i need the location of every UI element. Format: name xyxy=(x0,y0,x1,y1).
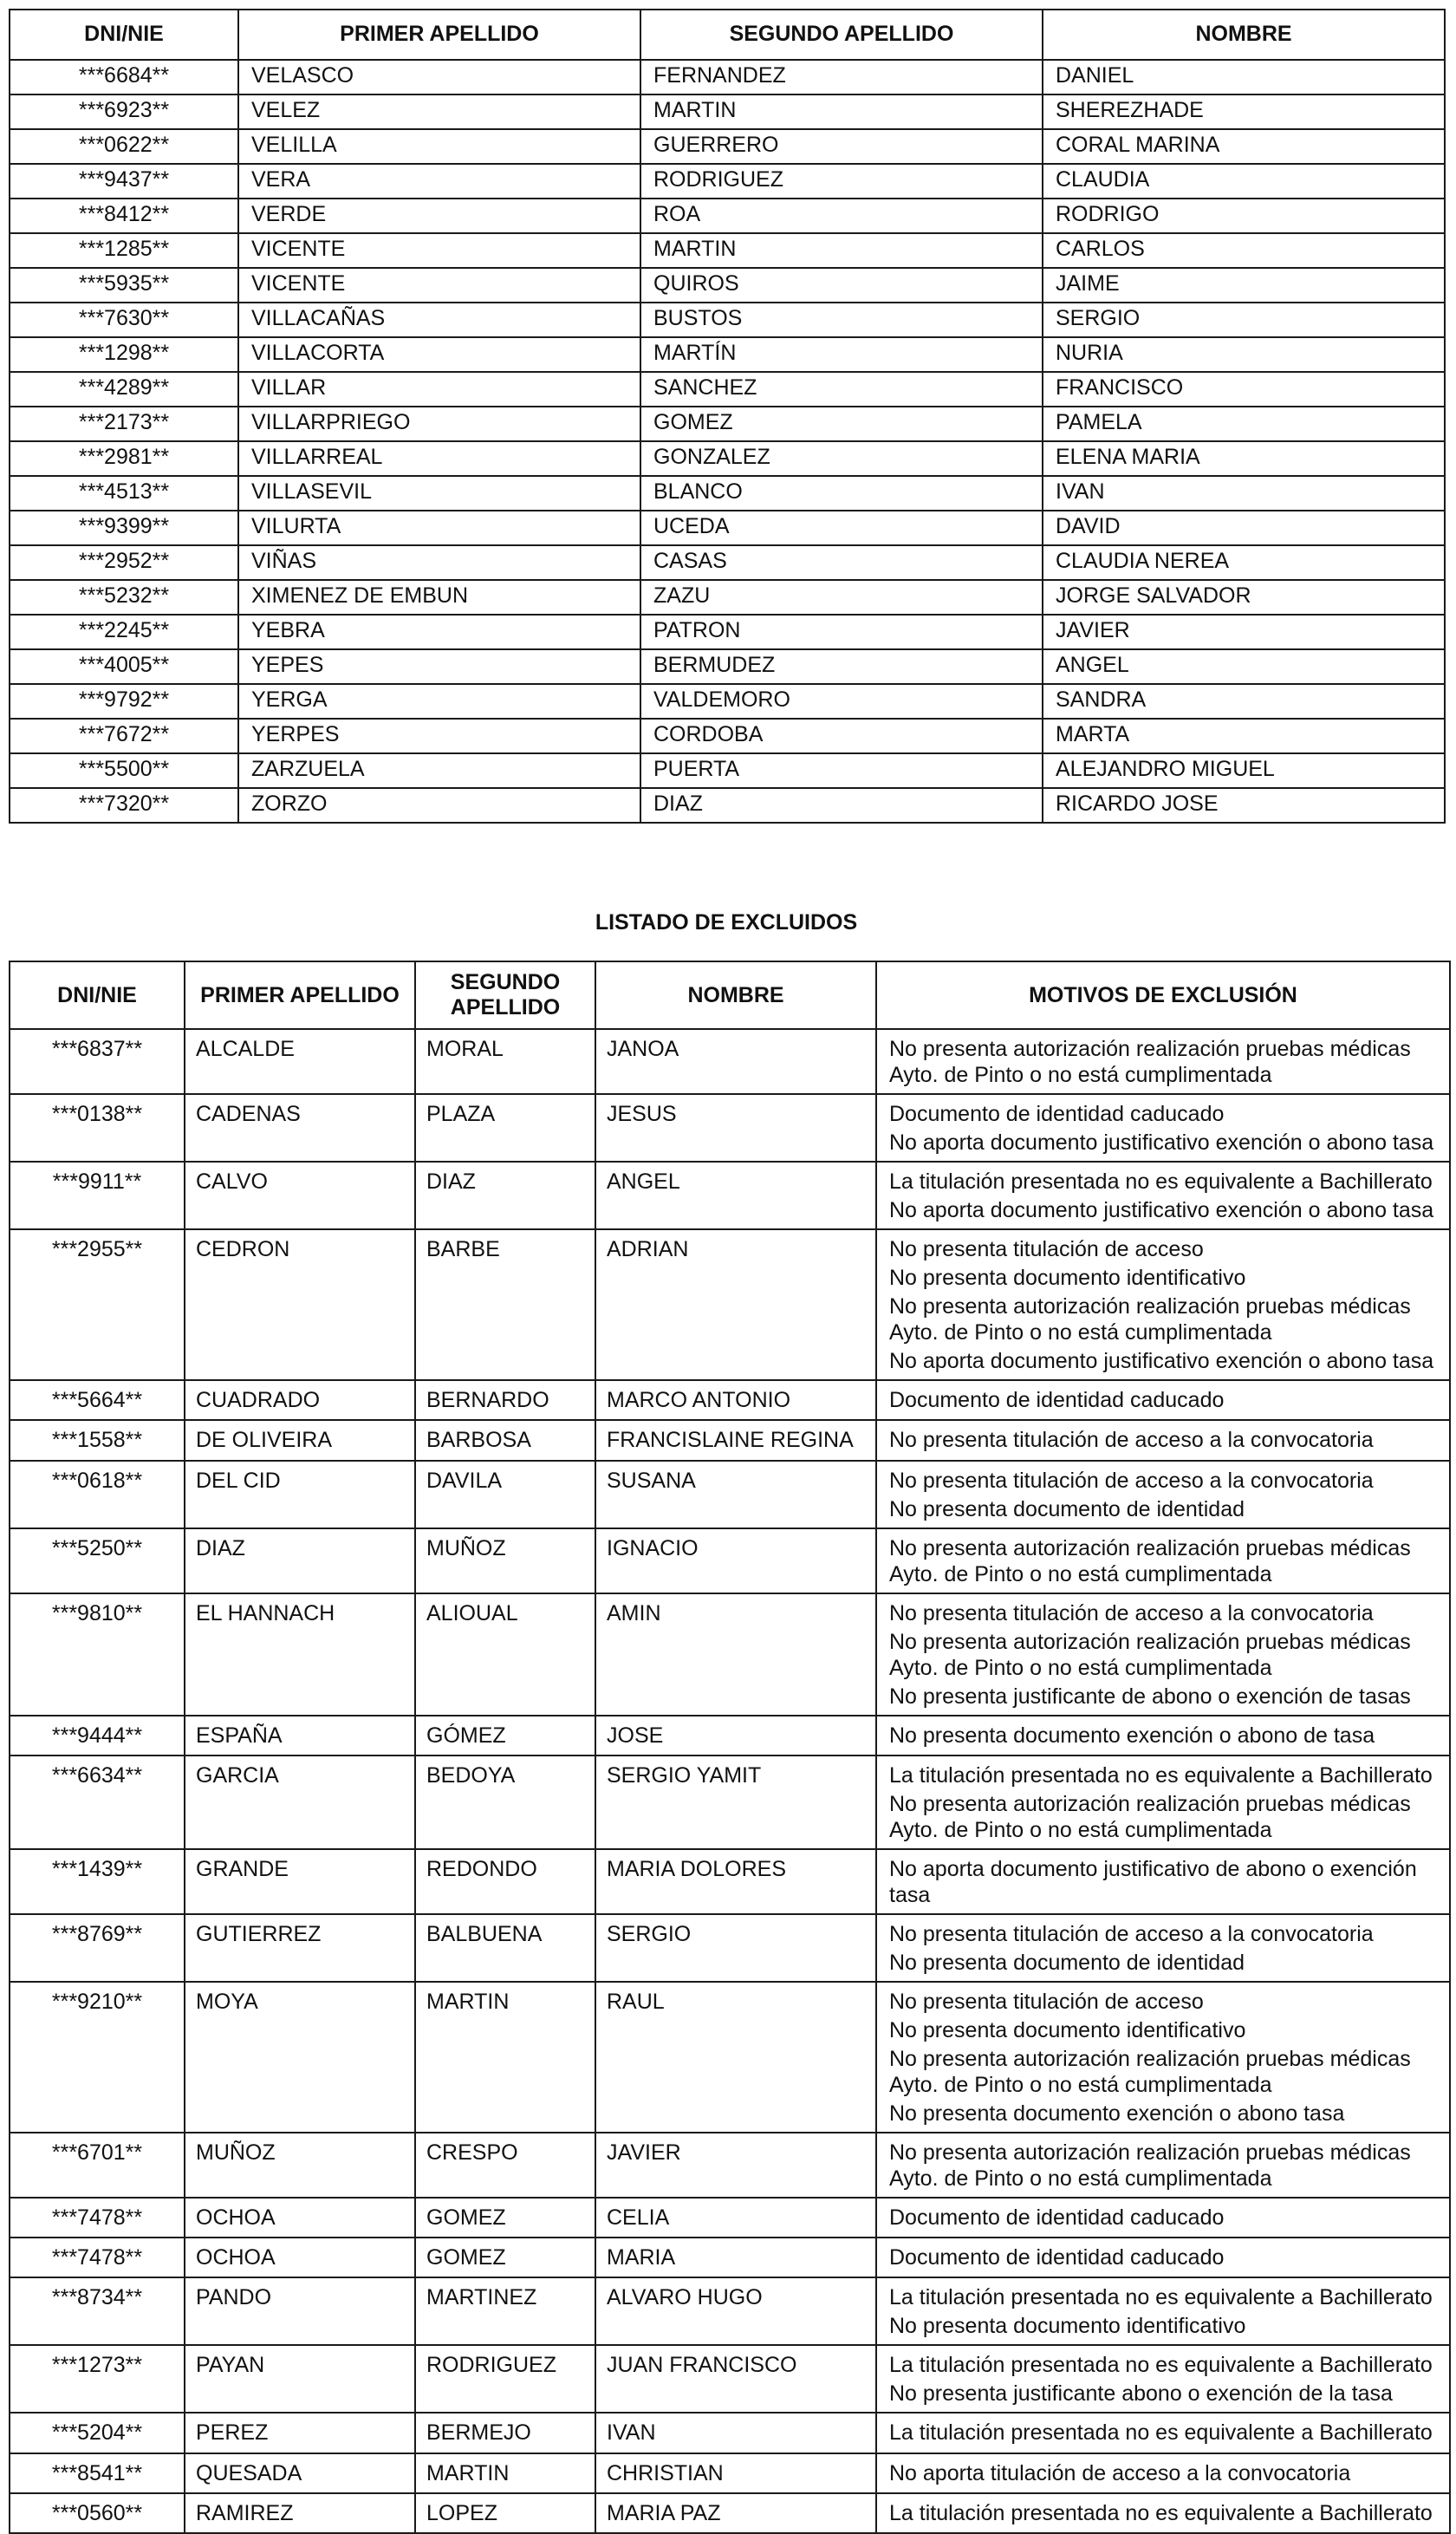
exclusion-reason: No presenta documento de identidad xyxy=(889,1496,1245,1521)
primer-apellido-cell: YERPES xyxy=(238,719,640,753)
nombre-cell: JAVIER xyxy=(595,2133,876,2198)
nombre-cell: MARIA DOLORES xyxy=(595,1849,876,1914)
motivos-cell xyxy=(876,1461,1450,1528)
segundo-apellido-cell: PLAZA xyxy=(415,1094,595,1162)
segundo-apellido-cell: ZAZU xyxy=(640,580,1043,615)
dni-cell: ***7478** xyxy=(10,2198,185,2238)
dni-cell: ***0622** xyxy=(10,129,238,164)
motivos-cell xyxy=(876,2453,1450,2493)
segundo-apellido-cell: RODRIGUEZ xyxy=(415,2345,595,2413)
table-row xyxy=(10,2493,1450,2533)
table-row xyxy=(10,337,1445,372)
exclusion-reason: No presenta titulación de acceso a la convocatoria xyxy=(889,1600,1374,1625)
primer-apellido-cell: CALVO xyxy=(185,1162,415,1229)
admitted-header-row xyxy=(10,10,1445,60)
nombre-cell: IVAN xyxy=(1043,476,1445,511)
exclusion-reason: No aporta documento justificativo exención o abono tasa xyxy=(889,1349,1434,1373)
table-row xyxy=(10,649,1445,684)
motivos-cell xyxy=(876,2413,1450,2453)
table-row xyxy=(10,164,1445,199)
nombre-cell: ANGEL xyxy=(595,1162,876,1229)
motivos-cell xyxy=(876,1162,1450,1229)
col-header-segundo-apellido: SEGUNDO APELLIDO xyxy=(640,10,1043,60)
table-row xyxy=(10,2198,1450,2238)
table-row xyxy=(10,60,1445,94)
table-row xyxy=(10,2453,1450,2493)
nombre-cell: PAMELA xyxy=(1043,407,1445,441)
exclusion-reason: Documento de identidad caducado xyxy=(889,2205,1225,2230)
table-row xyxy=(10,1528,1450,1593)
table-row xyxy=(10,753,1445,788)
nombre-cell: RICARDO JOSE xyxy=(1043,788,1445,823)
admitted-table xyxy=(9,9,1446,824)
segundo-apellido-cell: GOMEZ xyxy=(415,2198,595,2238)
exclusion-reason: No presenta autorización realización pruebas médicas Ayto. de Pinto o no está cumplimentada xyxy=(889,1791,1411,1842)
dni-cell: ***8734** xyxy=(10,2277,185,2345)
motivos-cell xyxy=(876,2133,1450,2198)
exclusion-reason: No presenta documento identificativo xyxy=(889,1266,1246,1290)
dni-cell: ***7672** xyxy=(10,719,238,753)
primer-apellido-cell: PAYAN xyxy=(185,2345,415,2413)
dni-cell: ***1285** xyxy=(10,233,238,268)
segundo-apellido-cell: BERMEJO xyxy=(415,2413,595,2453)
primer-apellido-cell: VERDE xyxy=(238,199,640,233)
primer-apellido-cell: VELASCO xyxy=(238,60,640,94)
exclusion-reason: No presenta titulación de acceso a la convocatoria xyxy=(889,1428,1374,1453)
col-header-segundo-apellido: SEGUNDO APELLIDO xyxy=(415,961,595,1029)
table-row xyxy=(10,788,1445,823)
segundo-apellido-cell: MUÑOZ xyxy=(415,1528,595,1593)
segundo-apellido-cell: BALBUENA xyxy=(415,1914,595,1982)
primer-apellido-cell: VILLACAÑAS xyxy=(238,303,640,337)
primer-apellido-cell: QUESADA xyxy=(185,2453,415,2493)
nombre-cell: RAUL xyxy=(595,1982,876,2133)
nombre-cell: ANGEL xyxy=(1043,649,1445,684)
primer-apellido-cell: VILLASEVIL xyxy=(238,476,640,511)
segundo-apellido-cell: GONZALEZ xyxy=(640,441,1043,476)
dni-cell: ***6701** xyxy=(10,2133,185,2198)
primer-apellido-cell: PEREZ xyxy=(185,2413,415,2453)
segundo-apellido-cell: RODRIGUEZ xyxy=(640,164,1043,199)
segundo-apellido-cell: DIAZ xyxy=(640,788,1043,823)
nombre-cell: RODRIGO xyxy=(1043,199,1445,233)
primer-apellido-cell: DE OLIVEIRA xyxy=(185,1420,415,1460)
table-row xyxy=(10,2238,1450,2277)
nombre-cell: JANOA xyxy=(595,1029,876,1094)
admitted-table-body xyxy=(10,60,1445,823)
nombre-cell: FRANCISCO xyxy=(1043,372,1445,407)
segundo-apellido-cell: CORDOBA xyxy=(640,719,1043,753)
segundo-apellido-cell: BEDOYA xyxy=(415,1756,595,1849)
primer-apellido-cell: EL HANNACH xyxy=(185,1593,415,1716)
segundo-apellido-cell: MARTIN xyxy=(640,94,1043,129)
nombre-cell: MARIA xyxy=(595,2238,876,2277)
dni-cell: ***1439** xyxy=(10,1849,185,1914)
segundo-apellido-cell: QUIROS xyxy=(640,268,1043,303)
primer-apellido-cell: CEDRON xyxy=(185,1229,415,1380)
exclusion-reason: No presenta autorización realización pruebas médicas Ayto. de Pinto o no está cumplimentada xyxy=(889,2140,1411,2191)
primer-apellido-cell: VICENTE xyxy=(238,233,640,268)
table-row xyxy=(10,372,1445,407)
table-row xyxy=(10,1593,1450,1716)
segundo-apellido-cell: PATRON xyxy=(640,615,1043,649)
segundo-apellido-cell: DIAZ xyxy=(415,1162,595,1229)
dni-cell: ***4005** xyxy=(10,649,238,684)
dni-cell: ***9911** xyxy=(10,1162,185,1229)
motivos-cell xyxy=(876,1420,1450,1460)
nombre-cell: SERGIO xyxy=(1043,303,1445,337)
nombre-cell: IVAN xyxy=(595,2413,876,2453)
nombre-cell: JOSE xyxy=(595,1716,876,1756)
excluded-table-body xyxy=(10,1029,1450,2533)
exclusion-reason: No presenta titulación de acceso xyxy=(889,1989,1204,2014)
dni-cell: ***9792** xyxy=(10,684,238,719)
table-row xyxy=(10,1914,1450,1982)
exclusion-reason: No presenta justificante de abono o exención de tasas xyxy=(889,1684,1411,1709)
primer-apellido-cell: YEPES xyxy=(238,649,640,684)
exclusion-reason: No aporta documento justificativo exención o abono tasa xyxy=(889,1130,1434,1155)
table-row xyxy=(10,1229,1450,1380)
nombre-cell: JAVIER xyxy=(1043,615,1445,649)
table-row xyxy=(10,580,1445,615)
motivos-cell xyxy=(876,2277,1450,2345)
table-row xyxy=(10,199,1445,233)
nombre-cell: JUAN FRANCISCO xyxy=(595,2345,876,2413)
segundo-apellido-cell: REDONDO xyxy=(415,1849,595,1914)
segundo-apellido-cell: MARTIN xyxy=(415,1982,595,2133)
primer-apellido-cell: VILLAR xyxy=(238,372,640,407)
exclusion-reason: La titulación presentada no es equivalente a Bachillerato xyxy=(889,2420,1433,2446)
dni-cell: ***8541** xyxy=(10,2453,185,2493)
segundo-apellido-cell: SANCHEZ xyxy=(640,372,1043,407)
nombre-cell: FRANCISLAINE REGINA xyxy=(595,1420,876,1460)
segundo-apellido-cell: BARBE xyxy=(415,1229,595,1380)
primer-apellido-cell: YERGA xyxy=(238,684,640,719)
exclusion-reason: La titulación presentada no es equivalente a Bachillerato xyxy=(889,1762,1433,1788)
table-row xyxy=(10,476,1445,511)
nombre-cell: ELENA MARIA xyxy=(1043,441,1445,476)
dni-cell: ***9810** xyxy=(10,1593,185,1716)
primer-apellido-cell: VIÑAS xyxy=(238,545,640,580)
exclusion-reason: No presenta documento exención o abono tasa xyxy=(889,2101,1345,2126)
nombre-cell: CORAL MARINA xyxy=(1043,129,1445,164)
nombre-cell: JAIME xyxy=(1043,268,1445,303)
primer-apellido-cell: OCHOA xyxy=(185,2198,415,2238)
primer-apellido-cell: VELEZ xyxy=(238,94,640,129)
primer-apellido-cell: PANDO xyxy=(185,2277,415,2345)
col-header-primer-apellido: PRIMER APELLIDO xyxy=(185,961,415,1029)
excluded-list-title: LISTADO DE EXCLUIDOS xyxy=(595,910,858,935)
primer-apellido-cell: ALCALDE xyxy=(185,1029,415,1094)
primer-apellido-cell: GARCIA xyxy=(185,1756,415,1849)
dni-cell: ***1298** xyxy=(10,337,238,372)
primer-apellido-cell: ESPAÑA xyxy=(185,1716,415,1756)
nombre-cell: ADRIAN xyxy=(595,1229,876,1380)
table-row xyxy=(10,268,1445,303)
primer-apellido-cell: MOYA xyxy=(185,1982,415,2133)
dni-cell: ***0560** xyxy=(10,2493,185,2533)
dni-cell: ***9444** xyxy=(10,1716,185,1756)
dni-cell: ***6684** xyxy=(10,60,238,94)
exclusion-reason: No aporta documento justificativo de abono o exención tasa xyxy=(889,1856,1417,1907)
primer-apellido-cell: VERA xyxy=(238,164,640,199)
exclusion-reason: No presenta autorización realización pruebas médicas Ayto. de Pinto o no está cumplimentada xyxy=(889,2046,1411,2097)
col-header-nombre: NOMBRE xyxy=(595,961,876,1029)
segundo-apellido-cell: ALIOUAL xyxy=(415,1593,595,1716)
segundo-apellido-cell: BERNARDO xyxy=(415,1380,595,1420)
dni-cell: ***8412** xyxy=(10,199,238,233)
dni-cell: ***9437** xyxy=(10,164,238,199)
nombre-cell: CLAUDIA NEREA xyxy=(1043,545,1445,580)
primer-apellido-cell: VILURTA xyxy=(238,511,640,545)
excluded-header-row xyxy=(10,961,1450,1029)
table-row xyxy=(10,511,1445,545)
nombre-cell: MARCO ANTONIO xyxy=(595,1380,876,1420)
dni-cell: ***9210** xyxy=(10,1982,185,2133)
exclusion-reason: No presenta titulación de acceso a la convocatoria xyxy=(889,1468,1374,1493)
motivos-cell xyxy=(876,2493,1450,2533)
dni-cell: ***4289** xyxy=(10,372,238,407)
table-row xyxy=(10,2413,1450,2453)
motivos-cell xyxy=(876,1756,1450,1849)
segundo-apellido-cell: CASAS xyxy=(640,545,1043,580)
nombre-cell: DAVID xyxy=(1043,511,1445,545)
primer-apellido-cell: VILLARREAL xyxy=(238,441,640,476)
primer-apellido-cell: CUADRADO xyxy=(185,1380,415,1420)
table-row xyxy=(10,441,1445,476)
segundo-apellido-cell: CRESPO xyxy=(415,2133,595,2198)
table-row xyxy=(10,2277,1450,2345)
segundo-apellido-cell: BLANCO xyxy=(640,476,1043,511)
dni-cell: ***5250** xyxy=(10,1528,185,1593)
nombre-cell: DANIEL xyxy=(1043,60,1445,94)
table-row xyxy=(10,1420,1450,1460)
col-header-dni: DNI/NIE xyxy=(10,961,185,1029)
primer-apellido-cell: VELILLA xyxy=(238,129,640,164)
nombre-cell: CLAUDIA xyxy=(1043,164,1445,199)
table-row xyxy=(10,303,1445,337)
table-row xyxy=(10,2345,1450,2413)
exclusion-reason: No presenta documento identificativo xyxy=(889,2017,1246,2042)
nombre-cell: MARTA xyxy=(1043,719,1445,753)
exclusion-reason: No presenta autorización realización pruebas médicas Ayto. de Pinto o no está cumplimentada xyxy=(889,1037,1411,1087)
motivos-cell xyxy=(876,1229,1450,1380)
dni-cell: ***2173** xyxy=(10,407,238,441)
segundo-apellido-cell: MORAL xyxy=(415,1029,595,1094)
motivos-cell xyxy=(876,1029,1450,1094)
segundo-apellido-cell: UCEDA xyxy=(640,511,1043,545)
nombre-cell: CELIA xyxy=(595,2198,876,2238)
nombre-cell: NURIA xyxy=(1043,337,1445,372)
table-row xyxy=(10,1716,1450,1756)
exclusion-reason: La titulación presentada no es equivalente a Bachillerato xyxy=(889,2500,1433,2525)
segundo-apellido-cell: BERMUDEZ xyxy=(640,649,1043,684)
motivos-cell xyxy=(876,1914,1450,1982)
dni-cell: ***6634** xyxy=(10,1756,185,1849)
primer-apellido-cell: ZORZO xyxy=(238,788,640,823)
col-header-primer-apellido: PRIMER APELLIDO xyxy=(238,10,640,60)
table-row xyxy=(10,1756,1450,1849)
nombre-cell: CHRISTIAN xyxy=(595,2453,876,2493)
dni-cell: ***2952** xyxy=(10,545,238,580)
dni-cell: ***1273** xyxy=(10,2345,185,2413)
table-row xyxy=(10,94,1445,129)
nombre-cell: SERGIO xyxy=(595,1914,876,1982)
exclusion-reason: No aporta documento justificativo exención o abono tasa xyxy=(889,1198,1434,1222)
exclusion-reason: No presenta titulación de acceso xyxy=(889,1237,1204,1261)
segundo-apellido-cell: VALDEMORO xyxy=(640,684,1043,719)
exclusion-reason: Documento de identidad caducado xyxy=(889,1388,1225,1412)
table-row xyxy=(10,1380,1450,1420)
table-row xyxy=(10,1982,1450,2133)
col-header-nombre: NOMBRE xyxy=(1043,10,1445,60)
segundo-apellido-cell: GOMEZ xyxy=(640,407,1043,441)
dni-cell: ***9399** xyxy=(10,511,238,545)
motivos-cell xyxy=(876,2238,1450,2277)
dni-cell: ***6923** xyxy=(10,94,238,129)
primer-apellido-cell: VILLARPRIEGO xyxy=(238,407,640,441)
table-row xyxy=(10,684,1445,719)
dni-cell: ***2245** xyxy=(10,615,238,649)
table-row xyxy=(10,1162,1450,1229)
segundo-apellido-cell: MARTÍN xyxy=(640,337,1043,372)
motivos-cell xyxy=(876,1716,1450,1756)
motivos-cell xyxy=(876,1849,1450,1914)
segundo-apellido-cell: MARTIN xyxy=(640,233,1043,268)
dni-cell: ***5500** xyxy=(10,753,238,788)
primer-apellido-cell: VILLACORTA xyxy=(238,337,640,372)
primer-apellido-cell: XIMENEZ DE EMBUN xyxy=(238,580,640,615)
segundo-apellido-cell: GÓMEZ xyxy=(415,1716,595,1756)
nombre-cell: CARLOS xyxy=(1043,233,1445,268)
primer-apellido-cell: OCHOA xyxy=(185,2238,415,2277)
segundo-apellido-cell: LOPEZ xyxy=(415,2493,595,2533)
primer-apellido-cell: CADENAS xyxy=(185,1094,415,1162)
motivos-cell xyxy=(876,1528,1450,1593)
exclusion-reason: No presenta documento exención o abono de tasa xyxy=(889,1723,1375,1748)
nombre-cell: ALVARO HUGO xyxy=(595,2277,876,2345)
table-row xyxy=(10,1029,1450,1094)
primer-apellido-cell: GUTIERREZ xyxy=(185,1914,415,1982)
dni-cell: ***4513** xyxy=(10,476,238,511)
dni-cell: ***2955** xyxy=(10,1229,185,1380)
col-header-motivos: MOTIVOS DE EXCLUSIÓN xyxy=(876,961,1450,1029)
dni-cell: ***2981** xyxy=(10,441,238,476)
exclusion-reason: No aporta titulación de acceso a la convocatoria xyxy=(889,2460,1351,2485)
primer-apellido-cell: MUÑOZ xyxy=(185,2133,415,2198)
motivos-cell xyxy=(876,2345,1450,2413)
dni-cell: ***5232** xyxy=(10,580,238,615)
dni-cell: ***5935** xyxy=(10,268,238,303)
exclusion-reason: No presenta autorización realización pruebas médicas Ayto. de Pinto o no está cumplimentada xyxy=(889,1629,1411,1680)
primer-apellido-cell: YEBRA xyxy=(238,615,640,649)
dni-cell: ***7320** xyxy=(10,788,238,823)
segundo-apellido-cell: DAVILA xyxy=(415,1461,595,1528)
nombre-cell: MARIA PAZ xyxy=(595,2493,876,2533)
primer-apellido-cell: ZARZUELA xyxy=(238,753,640,788)
motivos-cell xyxy=(876,1982,1450,2133)
primer-apellido-cell: DIAZ xyxy=(185,1528,415,1593)
nombre-cell: AMIN xyxy=(595,1593,876,1716)
primer-apellido-cell: RAMIREZ xyxy=(185,2493,415,2533)
exclusion-reason: No presenta documento identificativo xyxy=(889,2314,1246,2339)
nombre-cell: IGNACIO xyxy=(595,1528,876,1593)
segundo-apellido-cell: FERNANDEZ xyxy=(640,60,1043,94)
table-row xyxy=(10,2133,1450,2198)
nombre-cell: SUSANA xyxy=(595,1461,876,1528)
dni-cell: ***1558** xyxy=(10,1420,185,1460)
dni-cell: ***7630** xyxy=(10,303,238,337)
primer-apellido-cell: GRANDE xyxy=(185,1849,415,1914)
dni-cell: ***5204** xyxy=(10,2413,185,2453)
exclusion-reason: No presenta documento de identidad xyxy=(889,1950,1245,1975)
table-row xyxy=(10,129,1445,164)
dni-cell: ***0618** xyxy=(10,1461,185,1528)
exclusion-reason: No presenta autorización realización pruebas médicas Ayto. de Pinto o no está cumplimentada xyxy=(889,1535,1411,1586)
table-row xyxy=(10,719,1445,753)
table-row xyxy=(10,1461,1450,1528)
dni-cell: ***0138** xyxy=(10,1094,185,1162)
primer-apellido-cell: VICENTE xyxy=(238,268,640,303)
exclusion-reason: La titulación presentada no es equivalente a Bachillerato xyxy=(889,1169,1433,1194)
table-row xyxy=(10,615,1445,649)
segundo-apellido-cell: BARBOSA xyxy=(415,1420,595,1460)
table-row xyxy=(10,1094,1450,1162)
segundo-apellido-cell: MARTIN xyxy=(415,2453,595,2493)
dni-cell: ***7478** xyxy=(10,2238,185,2277)
exclusion-reason: No presenta titulación de acceso a la convocatoria xyxy=(889,1921,1374,1946)
exclusion-reason: Documento de identidad caducado xyxy=(889,2245,1225,2270)
col-header-dni: DNI/NIE xyxy=(10,10,238,60)
segundo-apellido-cell: PUERTA xyxy=(640,753,1043,788)
segundo-apellido-cell: ROA xyxy=(640,199,1043,233)
motivos-cell xyxy=(876,1094,1450,1162)
primer-apellido-cell: DEL CID xyxy=(185,1461,415,1528)
nombre-cell: ALEJANDRO MIGUEL xyxy=(1043,753,1445,788)
exclusion-reason: La titulación presentada no es equivalente a Bachillerato xyxy=(889,2285,1433,2310)
segundo-apellido-cell: GUERRERO xyxy=(640,129,1043,164)
table-row xyxy=(10,545,1445,580)
segundo-apellido-cell: MARTINEZ xyxy=(415,2277,595,2345)
exclusion-reason: La titulación presentada no es equivalente a Bachillerato xyxy=(889,2353,1433,2378)
exclusion-reason: No presenta justificante abono o exención de la tasa xyxy=(889,2381,1393,2407)
table-row xyxy=(10,233,1445,268)
nombre-cell: SHEREZHADE xyxy=(1043,94,1445,129)
dni-cell: ***6837** xyxy=(10,1029,185,1094)
nombre-cell: JORGE SALVADOR xyxy=(1043,580,1445,615)
exclusion-reason: Documento de identidad caducado xyxy=(889,1102,1225,1126)
motivos-cell xyxy=(876,2198,1450,2238)
dni-cell: ***5664** xyxy=(10,1380,185,1420)
motivos-cell xyxy=(876,1380,1450,1420)
segundo-apellido-cell: BUSTOS xyxy=(640,303,1043,337)
nombre-cell: SANDRA xyxy=(1043,684,1445,719)
segundo-apellido-cell: GOMEZ xyxy=(415,2238,595,2277)
excluded-table xyxy=(9,961,1451,2534)
dni-cell: ***8769** xyxy=(10,1914,185,1982)
table-row xyxy=(10,407,1445,441)
nombre-cell: JESUS xyxy=(595,1094,876,1162)
exclusion-reason: No presenta autorización realización pruebas médicas Ayto. de Pinto o no está cumplimentada xyxy=(889,1294,1411,1345)
nombre-cell: SERGIO YAMIT xyxy=(595,1756,876,1849)
motivos-cell xyxy=(876,1593,1450,1716)
table-row xyxy=(10,1849,1450,1914)
